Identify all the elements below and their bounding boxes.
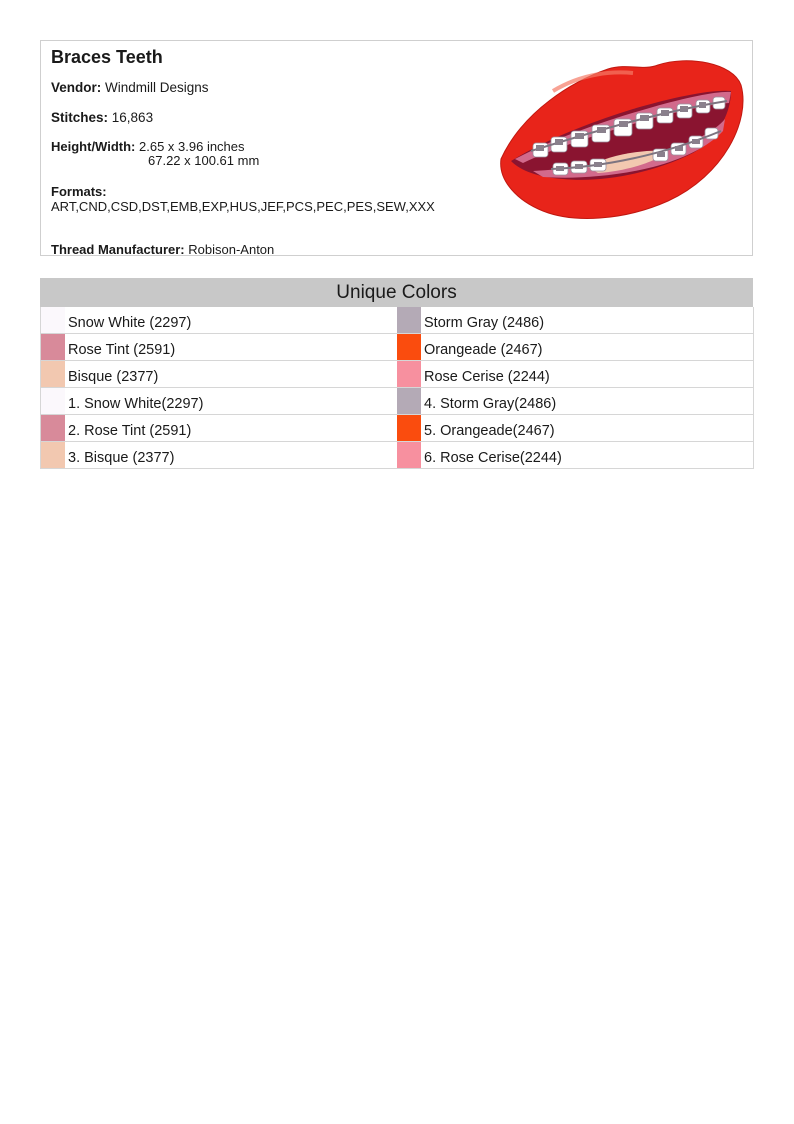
thread-manufacturer-row xyxy=(51,242,274,258)
stitches-value: 16,863 xyxy=(111,110,154,125)
color-label: 5. Orangeade(2467) xyxy=(424,423,555,439)
color-cell xyxy=(397,442,754,468)
stitches-label: Stitches: xyxy=(51,110,109,125)
color-cell xyxy=(397,415,754,441)
color-swatch xyxy=(397,415,421,441)
color-label: Storm Gray (2486) xyxy=(424,315,545,331)
color-cell xyxy=(40,388,397,414)
color-label: 1. Snow White(2297) xyxy=(68,396,204,412)
thread-manufacturer-label: Thread Manufacturer: xyxy=(51,242,185,257)
color-label: Bisque (2377) xyxy=(68,369,159,385)
color-cell xyxy=(397,388,754,414)
color-label: 6. Rose Cerise(2244) xyxy=(424,450,562,466)
vendor-label: Vendor: xyxy=(51,80,102,95)
color-swatch xyxy=(41,334,65,360)
formats-block xyxy=(51,184,481,214)
table-row xyxy=(40,442,754,469)
color-label: Snow White (2297) xyxy=(68,315,192,331)
color-swatch xyxy=(41,388,65,414)
color-cell xyxy=(40,415,397,441)
color-cell xyxy=(397,361,754,387)
color-swatch xyxy=(397,361,421,387)
color-swatch xyxy=(397,307,421,333)
color-swatch xyxy=(397,334,421,360)
color-cell xyxy=(40,361,397,387)
design-title: Braces Teeth xyxy=(51,47,163,67)
color-cell xyxy=(40,442,397,468)
color-label: 2. Rose Tint (2591) xyxy=(68,423,192,439)
formats-value: ART,CND,CSD,DST,EMB,EXP,HUS,JEF,PCS,PEC,PES,SEW,XXX xyxy=(51,199,435,214)
table-row xyxy=(40,388,754,415)
stitches-row xyxy=(51,110,153,126)
table-row xyxy=(40,307,754,334)
color-label: Rose Cerise (2244) xyxy=(424,369,550,385)
color-cell xyxy=(397,307,754,333)
table-row xyxy=(40,334,754,361)
height-width-row xyxy=(51,140,259,168)
height-width-label: Height/Width: xyxy=(51,139,136,154)
color-swatch xyxy=(41,307,65,333)
color-cell xyxy=(40,334,397,360)
thread-manufacturer-value: Robison-Anton xyxy=(188,242,275,257)
height-width-inches: 2.65 x 3.96 inches xyxy=(139,139,245,154)
vendor-value: Windmill Designs xyxy=(105,80,209,95)
color-cell xyxy=(40,307,397,333)
table-row xyxy=(40,361,754,388)
vendor-row xyxy=(51,80,209,96)
color-swatch xyxy=(41,361,65,387)
color-swatch xyxy=(397,442,421,468)
color-label: Rose Tint (2591) xyxy=(68,342,176,358)
formats-label: Formats: xyxy=(51,184,107,199)
color-label: 4. Storm Gray(2486) xyxy=(424,396,557,412)
color-swatch xyxy=(41,442,65,468)
color-swatch xyxy=(397,388,421,414)
color-cell xyxy=(397,334,754,360)
unique-colors-header: Unique Colors xyxy=(40,278,753,307)
design-info-box xyxy=(40,40,753,256)
table-row xyxy=(40,415,754,442)
height-width-mm: 67.22 x 100.61 mm xyxy=(148,153,260,168)
color-table xyxy=(40,307,754,469)
color-label: 3. Bisque (2377) xyxy=(68,450,175,466)
braces-teeth-image xyxy=(493,51,747,221)
color-swatch xyxy=(41,415,65,441)
color-label: Orangeade (2467) xyxy=(424,342,543,358)
